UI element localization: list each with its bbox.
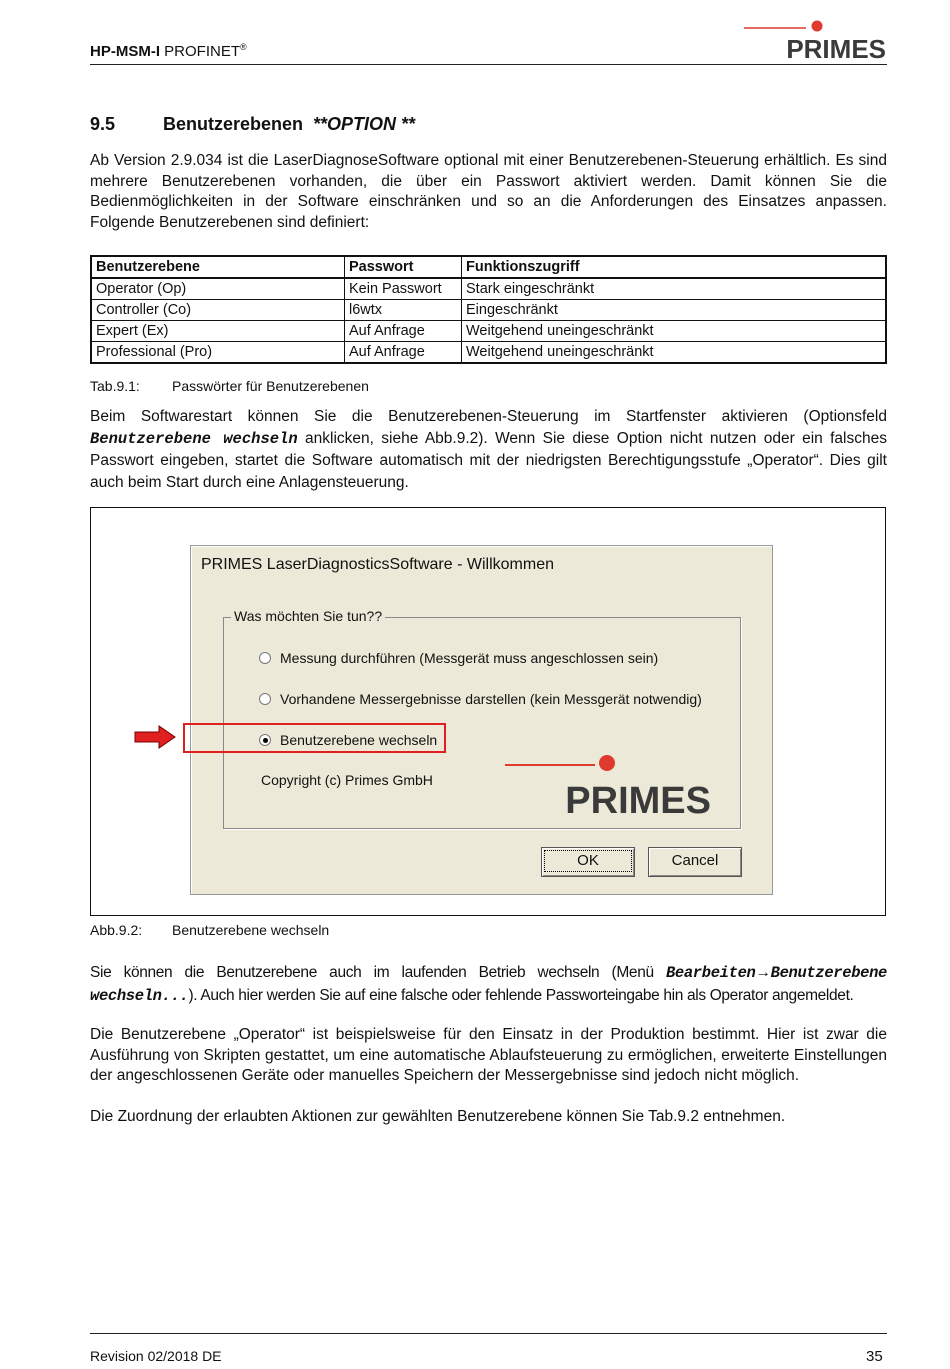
table-cell: Auf Anfrage — [345, 342, 462, 364]
option-label: Messung durchführen (Messgerät muss angeschlossen sein) — [280, 650, 659, 666]
primes-logo — [740, 18, 890, 62]
operator-paragraph: Die Benutzerebene „Operator“ ist beispielsweise für den Einsatz in der Produktion bestimmt. Hier ist zwar die Ausführung von Skripten gestattet, um eine automatische Ablaufsteuerung zu ermöglichen, erweiterte Einstellungen der angeschlossenen Geräte oder manuelles Speichern der Messergebnisse sind jedoch nicht möglich. — [90, 1026, 887, 1084]
footer-rule — [90, 1333, 887, 1334]
figure-caption — [90, 922, 329, 938]
table-cell: Weitgehend uneingeschränkt — [462, 342, 887, 364]
revision-text: Revision 02/2018 DE — [90, 1348, 222, 1364]
highlight-box — [183, 723, 446, 753]
copyright-text: Copyright (c) Primes GmbH — [261, 772, 433, 788]
para3-text-b: ). Auch hier werden Sie auf eine falsche oder fehlende Passworteingabe hin als Operator angemeldet. — [188, 986, 854, 1004]
section-heading — [90, 114, 415, 135]
table-caption — [90, 378, 369, 394]
menu-change-paragraph — [90, 962, 887, 1007]
option-group-label: Was möchten Sie tun?? — [231, 608, 385, 624]
para3-text-a: Sie können die Benutzerebene auch im laufenden Betrieb wechseln (Menü — [90, 964, 666, 981]
option-show-results[interactable] — [259, 691, 702, 707]
radio-button[interactable] — [259, 652, 271, 664]
menu-benutzerebene: Benutzerebene wechseln... — [90, 964, 887, 1005]
cancel-button[interactable]: Cancel — [648, 847, 742, 877]
pointer-arrow-icon — [133, 724, 177, 750]
section-title: Benutzerebenen — [163, 114, 304, 134]
logo-text: PRIMES — [786, 34, 886, 62]
page-number: 35 — [866, 1348, 883, 1365]
ok-button[interactable] — [541, 847, 635, 877]
section-option: **OPTION ** — [313, 114, 416, 134]
table-cell: Professional (Pro) — [91, 342, 345, 364]
figure-caption-text: Benutzerebene wechseln — [172, 922, 330, 938]
option-field-name: Benutzerebene wechseln — [90, 429, 298, 448]
radio-button[interactable] — [259, 693, 271, 705]
table-cell: Auf Anfrage — [345, 321, 462, 342]
table-header-row — [91, 256, 886, 278]
password-table — [90, 255, 887, 364]
intro-paragraph: Ab Version 2.9.034 ist die LaserDiagnoseSoftware optional mit einer Benutzerebenen-Steuerung erhältlich. Es sind mehrere Benutzerebenen vorhanden, die über ein Passwort aktiviert werden. Damit können Sie die Bedienmöglichkeiten in der Software einschränken und so an die Anforderungen des Einsatzes anpassen. Folgende Benutzerebenen sind definiert: — [90, 152, 887, 231]
menu-arrow: → — [755, 964, 771, 981]
table-caption-label: Tab.9.1: — [90, 378, 140, 394]
table-cell: Stark eingeschränkt — [462, 278, 887, 300]
section-number: 9.5 — [90, 114, 116, 134]
table-header: Funktionszugriff — [462, 256, 887, 278]
table-header: Benutzerebene — [91, 256, 345, 278]
software-start-paragraph — [90, 406, 887, 493]
table-row — [91, 321, 886, 342]
table-cell: l6wtx — [345, 300, 462, 321]
table-caption-text: Passwörter für Benutzerebenen — [172, 378, 369, 394]
table-cell: Eingeschränkt — [462, 300, 887, 321]
registered-mark: ® — [240, 42, 247, 52]
table-cell: Kein Passwort — [345, 278, 462, 300]
table-row — [91, 278, 886, 300]
menu-bearbeiten: Bearbeiten — [665, 964, 756, 982]
table-row — [91, 342, 886, 364]
header-rule — [90, 64, 887, 65]
table-header: Passwort — [345, 256, 462, 278]
dialog-primes-logo — [503, 751, 715, 823]
figure-caption-label: Abb.9.2: — [90, 922, 143, 938]
reference-paragraph: Die Zuordnung der erlaubten Aktionen zur gewählten Benutzerebene können Sie Tab.9.2 entnehmen. — [90, 1108, 786, 1125]
table-row — [91, 300, 886, 321]
table-cell: Operator (Op) — [91, 278, 345, 300]
ok-button-label: OK — [544, 850, 632, 872]
option-label: Vorhandene Messergebnisse darstellen (kein Messgerät notwendig) — [280, 691, 702, 707]
product-protocol: PROFINET — [160, 43, 241, 60]
option-measure[interactable] — [259, 650, 658, 666]
dialog-logo-text: PRIMES — [565, 780, 711, 822]
para2-text-a: Beim Softwarestart können Sie die Benutzerebenen-Steuerung im Startfenster aktivieren (Optionsfeld — [90, 408, 887, 425]
welcome-dialog — [190, 545, 773, 895]
table-cell: Expert (Ex) — [91, 321, 345, 342]
document-header — [90, 42, 247, 60]
table-cell: Weitgehend uneingeschränkt — [462, 321, 887, 342]
table-cell: Controller (Co) — [91, 300, 345, 321]
dialog-title: PRIMES LaserDiagnosticsSoftware - Willkommen — [201, 556, 554, 573]
product-name: HP-MSM-I — [90, 43, 160, 60]
option-label: Benutzerebene wechseln — [280, 732, 438, 748]
para2-text-b: anklicken, siehe Abb.9.2). Wenn Sie diese Option nicht nutzen oder ein falsches Passwort eingeben, startet die Software automatisch mit der niedrigsten Berechtigungsstufe „Operator“. Dies gilt auch beim Start durch eine Anlagensteuerung. — [90, 429, 887, 491]
